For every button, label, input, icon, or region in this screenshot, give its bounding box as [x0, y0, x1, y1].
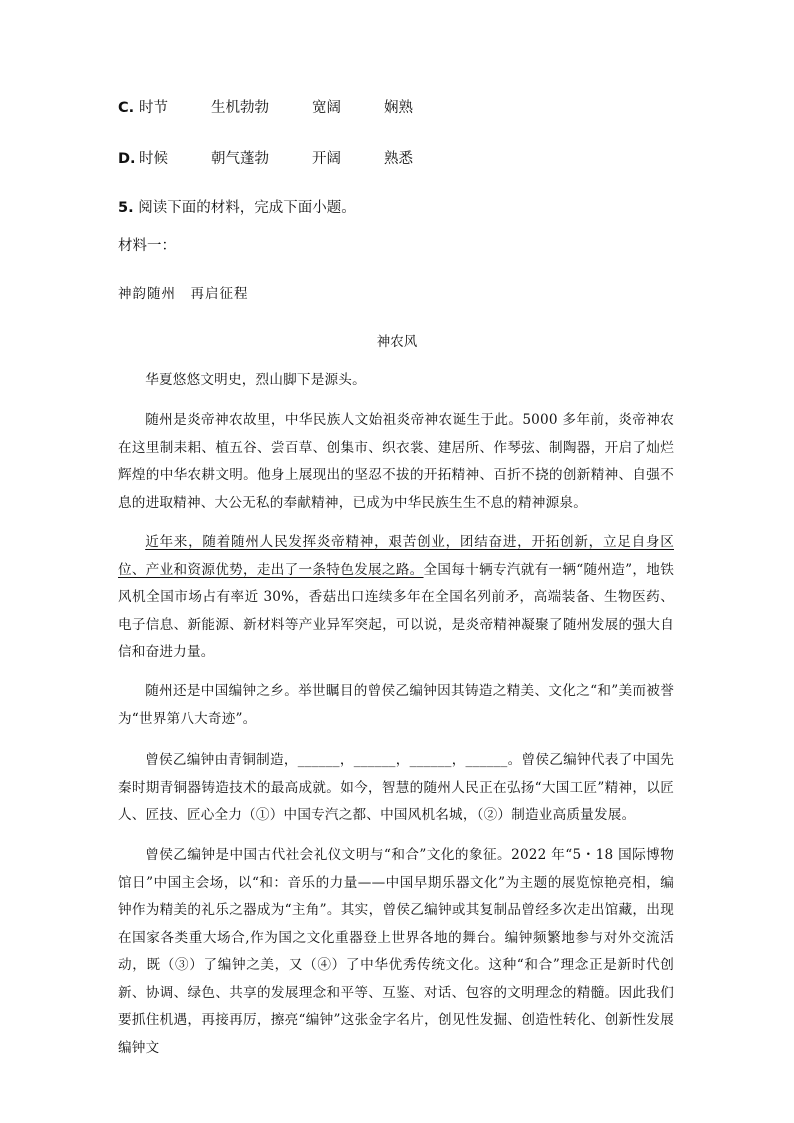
material-label: 材料一：: [118, 238, 176, 254]
option-c-word-3: 宽阔: [312, 100, 341, 116]
option-c-word-4: 娴熟: [384, 100, 413, 116]
paragraph-3-rest: 全国每十辆专汽就有一辆“随州造”，地铁风机全国市场占有率近 30%，香菇出口连续多年在全国名列前矛，高端装备、生物医药、电子信息、新能源、新材料等产业异军突起，可以说，是炎帝精神凝聚了随州发展的强大自信和奋进力量。: [118, 561, 674, 660]
article-heading: 神韵随州 再启征程: [118, 286, 249, 302]
option-c-word-2: 生机勃勃: [211, 100, 269, 116]
paragraph-2: 随州是炎帝神农故里，中华民族人文始祖炎帝神农诞生于此。5000 多年前，炎帝神农在这里制耒耜、植五谷、尝百草、创集市、织衣裳、建居所、作琴弦、制陶器，开启了灿烂辉煌的中华农耕文明。他身上展现出的坚忍不拔的开拓精神、百折不挠的创新精神、自强不息的进取精神、大公无私的奉献精神，已成为中华民族生生不息的精神源泉。: [118, 412, 674, 511]
question-5-number: 5.: [118, 200, 134, 216]
option-d-word-4: 熟悉: [384, 151, 413, 167]
paragraph-5: 曾侯乙编钟由青铜制造，______，______，______，______。曾侯乙编钟代表了中国先秦时期青铜器铸造技术的最高成就。如今，智慧的随州人民正在弘扬“大国工匠”精神，以匠人、匠技、匠心全力（①）中国专汽之都、中国风机名城，（②）制造业高质量发展。: [118, 752, 674, 823]
paragraph-4: 随州还是中国编钟之乡。举世瞩目的曾侯乙编钟因其铸造之精美、文化之“和”美而被誉为“世界第八大奇迹”。: [118, 683, 674, 727]
paragraph-3-underlined: 近年来，随着随州人民发挥炎帝精神，艰苦创业，团结奋进，开拓创新，立足自身区位、产业和资源优势，走出了一条特色发展之路。: [118, 534, 674, 578]
paragraph-3: [118, 529, 674, 667]
option-d-word-2: 朝气蓬勃: [211, 151, 269, 167]
question-5-text: 阅读下面的材料，完成下面小题。: [138, 200, 356, 216]
option-c-label: C.: [118, 100, 135, 116]
article-author: 神农风: [376, 334, 418, 350]
option-c-word-1: 时节: [139, 100, 168, 116]
question-5: [118, 197, 356, 219]
paragraph-6: 曾侯乙编钟是中国古代社会礼仪文明与“和合”文化的象征。2022 年“5・18 国际博物馆日”中国主会场，以“和：音乐的力量——中国早期乐器文化”为主题的展览惊艳亮相，编钟作为精美的礼乐之器成为“主角”。其实，曾侯乙编钟或其复制品曾经多次走出馆藏，出现在国家各类重大场合,作为国之文化重器登上世界各地的舞台。编钟频繁地参与对外交流活动，既（③）了编钟之美，又（④）了中华优秀传统文化。这种“和合”理念正是新时代创新、协调、绿色、共享的发展理念和平等、互鉴、对话、包容的文明理念的精髓。因此我们要抓住机遇，再接再厉，擦亮“编钟”这张金字名片，创见性发掘、创造性转化、创新性发展编钟文: [118, 847, 674, 1056]
paragraph-1: 华夏悠悠文明史，烈山脚下是源头。: [145, 372, 366, 388]
option-d-word-3: 开阔: [312, 151, 341, 167]
option-d-word-1: 时候: [139, 151, 168, 167]
option-d-label: D.: [118, 151, 136, 167]
